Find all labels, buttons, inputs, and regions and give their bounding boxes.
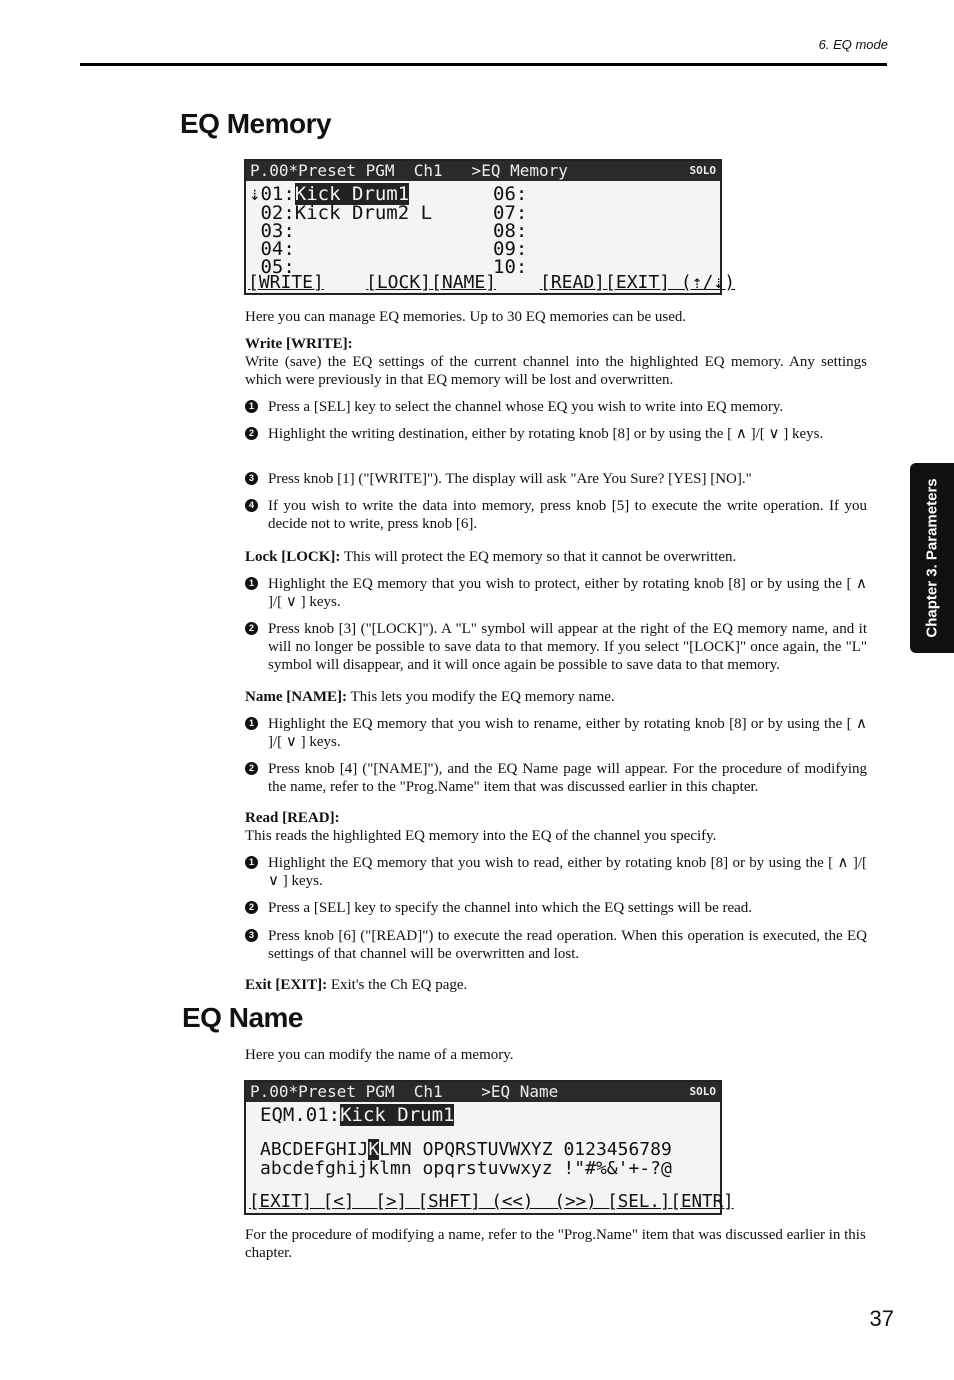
solo-indicator: SOLO bbox=[689, 1085, 716, 1098]
name-description: This lets you modify the EQ memory name. bbox=[347, 689, 615, 705]
write-description: Write (save) the EQ settings of the current channel into the highlighted EQ memory. Any settings which were previously in that EQ memory will be lost and overwritten. bbox=[245, 354, 867, 388]
lcd-title-bar: P.00*Preset PGM Ch1 >EQ Name bbox=[246, 1082, 720, 1102]
memory-row-10[interactable]: 10: bbox=[493, 256, 528, 278]
eq-name-value: Kick Drum1 bbox=[340, 1104, 455, 1126]
charset-uppercase[interactable]: ABCDEFGHIJKLMN OPQRSTUVWXYZ 0123456789 bbox=[260, 1139, 672, 1160]
write-step-2: 2 Highlight the writing destination, either by rotating knob [8] or by using the [ ∧ ]/[ ∨ ] keys. bbox=[245, 425, 867, 443]
solo-indicator: SOLO bbox=[689, 164, 716, 177]
write-label: Write [WRITE]: bbox=[245, 336, 353, 352]
header-rule bbox=[80, 63, 887, 66]
eq-name-intro: Here you can modify the name of a memory. bbox=[245, 1047, 514, 1063]
chapter-tab: Chapter 3. Parameters bbox=[910, 463, 954, 653]
lock-name-functions[interactable]: [LOCK][NAME] bbox=[366, 272, 497, 293]
charset-lowercase[interactable]: abcdefghijklmn opqrstuvwxyz !"#%&'+-?@ bbox=[260, 1158, 672, 1179]
name-step-1: 1 Highlight the EQ memory that you wish to rename, either by rotating knob [8] or by using the [ ∧ ]/[ ∨ ] keys. bbox=[245, 715, 867, 751]
lock-description: This will protect the EQ memory so that it cannot be overwritten. bbox=[340, 549, 737, 565]
memory-row-04[interactable]: 04: bbox=[249, 238, 295, 260]
exit-label: Exit [EXIT]: bbox=[245, 977, 328, 993]
write-function[interactable]: [WRITE] bbox=[248, 272, 324, 293]
read-exit-functions[interactable]: [READ][EXIT] (⇡/⇣) bbox=[540, 272, 736, 293]
memory-row-07[interactable]: 07: bbox=[493, 202, 528, 224]
memory-row-09[interactable]: 09: bbox=[493, 238, 528, 260]
read-step-2: 2 Press a [SEL] key to specify the channel into which the EQ settings will be read. bbox=[245, 899, 867, 917]
memory-row-06[interactable]: 06: bbox=[493, 183, 528, 205]
read-step-3: 3 Press knob [6] ("[READ]") to execute the read operation. When this operation is executed, the EQ settings of that channel will be overwritten and lost. bbox=[245, 927, 867, 963]
write-step-3: 3 Press knob [1] ("[WRITE]"). The display will ask "Are You Sure? [YES] [NO]." bbox=[245, 470, 867, 488]
write-step-1: 1 Press a [SEL] key to select the channel whose EQ you wish to write into EQ memory. bbox=[245, 398, 867, 416]
name-step-2: 2 Press knob [4] ("[NAME]"), and the EQ Name page will appear. For the procedure of modifying the name, refer to the "Prog.Name" item that was discussed earlier in this chapter. bbox=[245, 760, 867, 796]
memory-row-03[interactable]: 03: bbox=[249, 220, 295, 242]
memory-name-highlighted: Kick Drum1 bbox=[294, 183, 410, 205]
eq-memory-lcd bbox=[244, 159, 736, 295]
eq-memory-intro: Here you can manage EQ memories. Up to 30 EQ memories can be used. bbox=[245, 309, 687, 325]
memory-row-01[interactable]: ⇣01:Kick Drum1 bbox=[249, 183, 410, 205]
eq-memory-heading: EQ Memory bbox=[180, 108, 332, 139]
exit-description: Exit's the Ch EQ page. bbox=[327, 977, 468, 993]
read-step-1: 1 Highlight the EQ memory that you wish to read, either by rotating knob [8] or by using the [ ∧ ]/[ ∨ ] keys. bbox=[245, 854, 867, 890]
lock-step-2: 2 Press knob [3] ("[LOCK]"). A "L" symbol will appear at the right of the EQ memory name, and it will no longer be possible to save data to that memory. If you select "[LOCK]" once again, the "L" symbol will disappear, and it will once again be possible to save data to that memory. bbox=[245, 620, 867, 674]
lock-step-1: 1 Highlight the EQ memory that you wish to protect, either by rotating knob [8] or by using the [ ∧ ]/[ ∨ ] keys. bbox=[245, 575, 867, 611]
lcd-title-bar: P.00*Preset PGM Ch1 >EQ Memory bbox=[246, 161, 720, 181]
char-cursor: K bbox=[368, 1139, 380, 1160]
name-label: Name [NAME]: bbox=[245, 689, 348, 705]
eq-name-heading: EQ Name bbox=[182, 1002, 303, 1033]
eq-name-function-row[interactable]: [EXIT] [<] [>] [SHFT] (<<) (>>) [SEL.][ENTR] bbox=[249, 1192, 734, 1212]
eq-name-field[interactable]: EQM.01:Kick Drum1 bbox=[260, 1104, 455, 1126]
lock-label: Lock [LOCK]: bbox=[245, 549, 341, 565]
memory-row-08[interactable]: 08: bbox=[493, 220, 528, 242]
read-label: Read [READ]: bbox=[245, 810, 340, 826]
name-paragraph bbox=[245, 688, 867, 706]
lock-paragraph bbox=[245, 548, 867, 566]
page-number: 37 bbox=[869, 1306, 894, 1331]
section-header: 6. EQ mode bbox=[818, 37, 888, 52]
exit-paragraph bbox=[245, 976, 867, 994]
eq-name-note: For the procedure of modifying a name, refer to the "Prog.Name" item that was discussed earlier in this chapter. bbox=[245, 1227, 866, 1261]
eq-name-lcd bbox=[244, 1080, 734, 1215]
read-description: This reads the highlighted EQ memory into the EQ of the channel you specify. bbox=[245, 828, 717, 844]
memory-row-05[interactable]: 05: bbox=[249, 256, 295, 278]
write-step-4: 4 If you wish to write the data into memory, press knob [5] to execute the write operation. If you decide not to write, press knob [6]. bbox=[245, 497, 867, 533]
memory-row-02[interactable]: 02:Kick Drum2 L bbox=[249, 202, 433, 224]
